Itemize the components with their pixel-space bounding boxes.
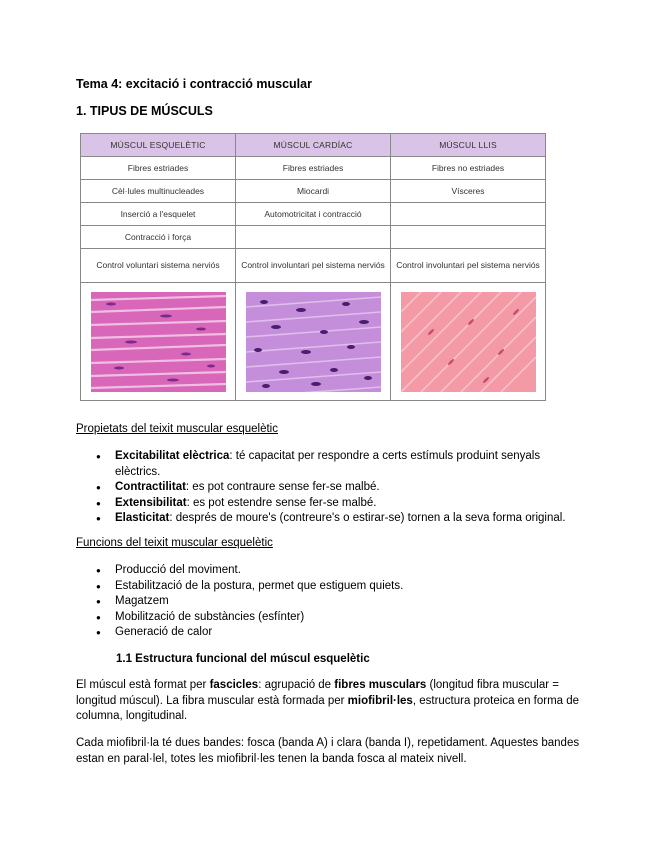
list-item xyxy=(96,511,586,527)
property-text: : després de moure's (contreure's o estirar-se) tornen a la seva forma original. xyxy=(169,512,566,524)
table-cell: Automotricitat i contracció xyxy=(236,203,391,226)
table-row xyxy=(81,249,546,283)
table-image-cell xyxy=(236,283,391,401)
document-title: Tema 4: excitació i contracció muscular xyxy=(76,77,312,91)
table-image-cell xyxy=(81,283,236,401)
table-header-cell: MÚSCUL LLIS xyxy=(391,134,546,157)
list-item: ● Estabilització de la postura, permet que estiguem quiets. xyxy=(96,579,586,595)
functions-list xyxy=(96,563,586,641)
table-row xyxy=(81,180,546,203)
table-row xyxy=(81,157,546,180)
muscle-types-table xyxy=(80,133,546,401)
table-cell: Inserció a l'esquelet xyxy=(81,203,236,226)
section-heading-1: 1. TIPUS DE MÚSCULS xyxy=(76,104,213,118)
table-cell: Cèl·lules multinucleades xyxy=(81,180,236,203)
list-item xyxy=(96,480,586,496)
table-cell: Control voluntari sistema nerviós xyxy=(81,249,236,283)
paragraph-text: El múscul està format per xyxy=(76,679,210,691)
paragraph-bold: fascicles xyxy=(209,679,259,691)
list-item: ● Magatzem xyxy=(96,594,586,610)
paragraph-bold: miofibril·les xyxy=(347,694,413,707)
table-image-cell xyxy=(391,283,546,401)
table-cell: Fibres estriades xyxy=(81,157,236,180)
paragraph-bands: Cada miofibril·la té dues bandes: fosca (banda A) i clara (banda I), repetidament. Aquestes bandes estan en paral·lel, totes les miofibril·les tenen la banda fosca al mateix nivell. xyxy=(76,737,580,765)
table-cell: Fibres no estriades xyxy=(391,157,546,180)
table-cell xyxy=(236,226,391,249)
table-header-row xyxy=(81,134,546,157)
paragraph-text: : agrupació de xyxy=(258,679,335,691)
list-item: ● Mobilització de substàncies (esfínter) xyxy=(96,610,586,626)
property-term: Contractilitat xyxy=(115,481,186,493)
table-header-cell: MÚSCUL CARDÍAC xyxy=(236,134,391,157)
table-cell: Miocardi xyxy=(236,180,391,203)
table-cell xyxy=(391,226,546,249)
table-header-cell: MÚSCUL ESQUELÈTIC xyxy=(81,134,236,157)
cardiac-muscle-tissue-image xyxy=(246,292,381,392)
table-image-row xyxy=(81,283,546,401)
table-row xyxy=(81,203,546,226)
property-text: : es pot contraure sense fer-se malbé. xyxy=(185,481,380,493)
property-text: : es pot estendre sense fer-se malbé. xyxy=(186,496,377,509)
paragraph-text: (longitud fibra muscular = longitud múscul). La fibra muscular està formada per xyxy=(76,679,559,707)
paragraph-text: , estructura proteica en forma de columna, longitudinal. xyxy=(76,694,580,722)
list-item: ● Generació de calor xyxy=(96,625,586,641)
table-cell xyxy=(391,203,546,226)
functions-heading: Funcions del teixit muscular esquelètic xyxy=(76,537,273,549)
property-text: : té capacitat per respondre a certs estímuls produint senyals elèctrics. xyxy=(115,450,541,478)
paragraph-bold: fibres musculars xyxy=(334,679,427,691)
properties-heading: Propietats del teixit muscular esquelètic xyxy=(76,423,278,435)
property-term: Excitabilitat elèctrica xyxy=(115,450,230,462)
property-term: Extensibilitat xyxy=(115,496,187,509)
paragraph-structure xyxy=(76,678,581,725)
table-cell: Control involuntari pel sistema nerviós xyxy=(236,249,391,283)
table-cell: Contracció i força xyxy=(81,226,236,249)
table-cell: Fibres estriades xyxy=(236,157,391,180)
property-term: Elasticitat xyxy=(115,512,170,524)
list-item xyxy=(96,496,586,512)
list-item xyxy=(96,449,586,480)
smooth-muscle-tissue-image xyxy=(401,292,536,392)
list-item: ● Producció del moviment. xyxy=(96,563,586,579)
table-cell: Control involuntari pel sistema nerviós xyxy=(391,249,546,283)
table-cell: Vísceres xyxy=(391,180,546,203)
table-row xyxy=(81,226,546,249)
skeletal-muscle-tissue-image xyxy=(91,292,226,392)
section-heading-1-1: 1.1 Estructura funcional del múscul esquelètic xyxy=(116,653,370,665)
properties-list xyxy=(96,449,586,527)
